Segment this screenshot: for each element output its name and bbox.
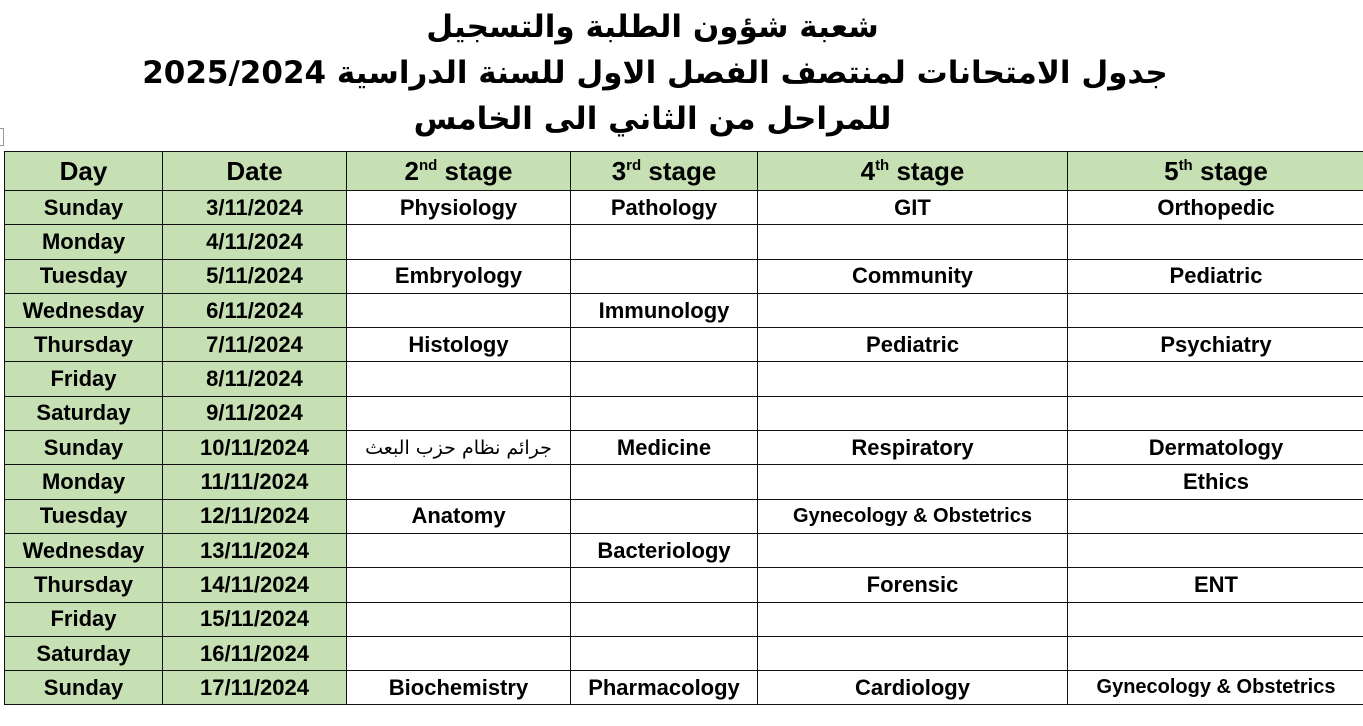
date-cell: 4/11/2024 bbox=[163, 225, 347, 259]
stage-2-cell: Biochemistry bbox=[347, 671, 571, 705]
day-cell: Thursday bbox=[5, 328, 163, 362]
stage-5-cell: Ethics bbox=[1068, 465, 1363, 499]
date-cell: 6/11/2024 bbox=[163, 293, 347, 327]
column-header-stage-5: 5th stage bbox=[1068, 152, 1363, 191]
table-row bbox=[5, 499, 1363, 533]
table-row bbox=[5, 396, 1363, 430]
stage-2-cell bbox=[347, 293, 571, 327]
stage-4-cell bbox=[758, 602, 1068, 636]
stage-2-cell bbox=[347, 636, 571, 670]
table-row bbox=[5, 191, 1363, 225]
day-cell: Saturday bbox=[5, 636, 163, 670]
table-row bbox=[5, 362, 1363, 396]
schedule-subtitle: جدول الامتحانات لمنتصف الفصل الاول للسنة الدراسية 2025/2024 bbox=[142, 55, 1168, 91]
table-row bbox=[5, 225, 1363, 259]
stage-2-cell bbox=[347, 568, 571, 602]
column-header-date: Date bbox=[163, 152, 347, 191]
date-cell: 12/11/2024 bbox=[163, 499, 347, 533]
stage-4-cell bbox=[758, 293, 1068, 327]
table-row bbox=[5, 465, 1363, 499]
cell-selection-marker bbox=[0, 128, 4, 146]
day-cell: Sunday bbox=[5, 671, 163, 705]
stage-5-cell bbox=[1068, 636, 1363, 670]
day-cell: Sunday bbox=[5, 431, 163, 465]
stage-4-cell: Cardiology bbox=[758, 671, 1068, 705]
date-cell: 9/11/2024 bbox=[163, 396, 347, 430]
stage-5-cell bbox=[1068, 225, 1363, 259]
stage-2-cell bbox=[347, 362, 571, 396]
table-row bbox=[5, 431, 1363, 465]
schedule-body bbox=[5, 191, 1363, 705]
stage-3-cell bbox=[571, 568, 758, 602]
stage-3-cell bbox=[571, 259, 758, 293]
stage-2-cell bbox=[347, 396, 571, 430]
stage-5-cell: Pediatric bbox=[1068, 259, 1363, 293]
date-cell: 7/11/2024 bbox=[163, 328, 347, 362]
stage-3-cell bbox=[571, 328, 758, 362]
stage-5-cell: ENT bbox=[1068, 568, 1363, 602]
stage-4-cell bbox=[758, 533, 1068, 567]
table-row bbox=[5, 328, 1363, 362]
day-cell: Tuesday bbox=[5, 259, 163, 293]
stage-2-cell bbox=[347, 602, 571, 636]
column-header-stage-4: 4th stage bbox=[758, 152, 1068, 191]
table-header-row bbox=[5, 152, 1363, 191]
stage-3-cell: Immunology bbox=[571, 293, 758, 327]
stage-4-cell bbox=[758, 225, 1068, 259]
date-cell: 14/11/2024 bbox=[163, 568, 347, 602]
stage-4-cell: Forensic bbox=[758, 568, 1068, 602]
stage-2-cell: Histology bbox=[347, 328, 571, 362]
date-cell: 5/11/2024 bbox=[163, 259, 347, 293]
date-cell: 11/11/2024 bbox=[163, 465, 347, 499]
stage-3-cell bbox=[571, 225, 758, 259]
stage-4-cell: Pediatric bbox=[758, 328, 1068, 362]
stage-5-cell: Psychiatry bbox=[1068, 328, 1363, 362]
day-cell: Thursday bbox=[5, 568, 163, 602]
table-row bbox=[5, 533, 1363, 567]
stage-5-cell bbox=[1068, 499, 1363, 533]
stage-2-cell: Anatomy bbox=[347, 499, 571, 533]
table-row bbox=[5, 671, 1363, 705]
stage-2-cell bbox=[347, 533, 571, 567]
table-row bbox=[5, 568, 1363, 602]
table-row bbox=[5, 293, 1363, 327]
stage-3-cell: Pathology bbox=[571, 191, 758, 225]
day-cell: Friday bbox=[5, 602, 163, 636]
stage-5-cell bbox=[1068, 293, 1363, 327]
day-cell: Monday bbox=[5, 225, 163, 259]
day-cell: Friday bbox=[5, 362, 163, 396]
stage-5-cell bbox=[1068, 533, 1363, 567]
stage-4-cell bbox=[758, 465, 1068, 499]
stage-3-cell: Pharmacology bbox=[571, 671, 758, 705]
date-cell: 16/11/2024 bbox=[163, 636, 347, 670]
column-header-day: Day bbox=[5, 152, 163, 191]
table-row bbox=[5, 636, 1363, 670]
stage-5-cell bbox=[1068, 602, 1363, 636]
stage-5-cell bbox=[1068, 396, 1363, 430]
stage-4-cell: Respiratory bbox=[758, 431, 1068, 465]
stage-5-cell: Orthopedic bbox=[1068, 191, 1363, 225]
stage-5-cell: Gynecology & Obstetrics bbox=[1068, 671, 1363, 705]
stage-3-cell bbox=[571, 636, 758, 670]
stage-3-cell bbox=[571, 499, 758, 533]
stage-5-cell bbox=[1068, 362, 1363, 396]
date-cell: 3/11/2024 bbox=[163, 191, 347, 225]
stage-4-cell bbox=[758, 396, 1068, 430]
department-title: شعبة شؤون الطلبة والتسجيل bbox=[426, 9, 879, 45]
stage-2-cell bbox=[347, 225, 571, 259]
day-cell: Saturday bbox=[5, 396, 163, 430]
stages-range-line: للمراحل من الثاني الى الخامس bbox=[413, 101, 892, 137]
stage-2-cell: Physiology bbox=[347, 191, 571, 225]
date-cell: 8/11/2024 bbox=[163, 362, 347, 396]
stage-5-cell: Dermatology bbox=[1068, 431, 1363, 465]
stage-4-cell: Community bbox=[758, 259, 1068, 293]
day-cell: Wednesday bbox=[5, 533, 163, 567]
day-cell: Sunday bbox=[5, 191, 163, 225]
column-header-stage-3: 3rd stage bbox=[571, 152, 758, 191]
table-row bbox=[5, 602, 1363, 636]
date-cell: 15/11/2024 bbox=[163, 602, 347, 636]
day-cell: Wednesday bbox=[5, 293, 163, 327]
column-header-stage-2: 2nd stage bbox=[347, 152, 571, 191]
exam-schedule-table bbox=[4, 151, 1363, 705]
stage-3-cell bbox=[571, 362, 758, 396]
stage-3-cell bbox=[571, 396, 758, 430]
stage-3-cell bbox=[571, 602, 758, 636]
stage-4-cell bbox=[758, 636, 1068, 670]
stage-4-cell: GIT bbox=[758, 191, 1068, 225]
stage-2-cell bbox=[347, 465, 571, 499]
date-cell: 10/11/2024 bbox=[163, 431, 347, 465]
stage-4-cell: Gynecology & Obstetrics bbox=[758, 499, 1068, 533]
day-cell: Tuesday bbox=[5, 499, 163, 533]
table-row bbox=[5, 259, 1363, 293]
stage-2-cell: Embryology bbox=[347, 259, 571, 293]
stage-3-cell: Medicine bbox=[571, 431, 758, 465]
stage-3-cell: Bacteriology bbox=[571, 533, 758, 567]
date-cell: 17/11/2024 bbox=[163, 671, 347, 705]
day-cell: Monday bbox=[5, 465, 163, 499]
date-cell: 13/11/2024 bbox=[163, 533, 347, 567]
stage-2-cell: جرائم نظام حزب البعث bbox=[347, 431, 571, 465]
stage-3-cell bbox=[571, 465, 758, 499]
stage-4-cell bbox=[758, 362, 1068, 396]
